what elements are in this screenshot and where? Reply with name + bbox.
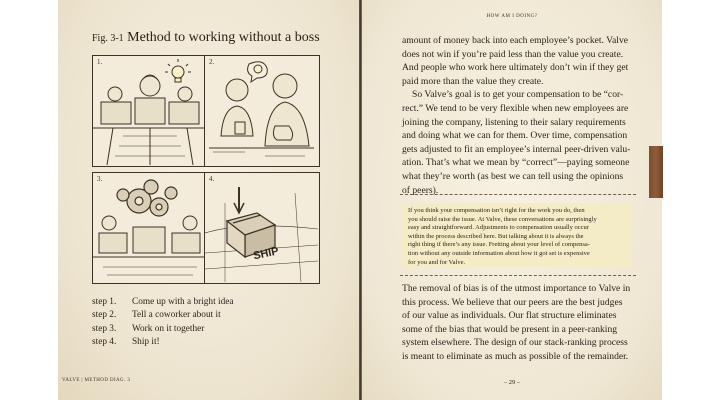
text-line: ation. That’s what we mean by “correct”—paying someone — [402, 157, 630, 169]
step-text: Ship it! — [132, 336, 160, 347]
step-text: Tell a coworker about it — [132, 310, 221, 321]
sidebar-line: easy and straightforward. Adjustments to compensation usually occur — [408, 224, 589, 232]
text-line: what they’re worth (as best we can tell using the opinions — [402, 170, 624, 182]
text-line: paid more than the value they create. — [402, 75, 544, 87]
gears-illustration — [93, 173, 206, 282]
idea-illustration — [93, 56, 206, 165]
text-line: does not win if you’re paid less than the value you create. — [402, 48, 624, 60]
text-line: is meant to eliminate as much as possible of the remainder. — [402, 350, 629, 362]
sidebar-line: you should raise the issue. At Valve, these conversations are surprisingly — [408, 215, 597, 223]
lightbulb-icon — [165, 59, 191, 82]
text-line: And people who work here ultimately don’t win if they get — [402, 62, 629, 74]
step-text: Come up with a bright idea — [132, 297, 234, 307]
panel-number: 3. — [97, 175, 103, 183]
panel-number: 2. — [209, 58, 215, 66]
figure-caption — [92, 30, 320, 46]
text-line: system elsewhere. The design of our stack-ranking process — [402, 337, 628, 349]
comic-panel-4 — [204, 172, 320, 284]
gears-icon — [117, 180, 177, 216]
running-head: HOW AM I DOING? — [486, 14, 538, 19]
text-line: The removal of bias is of the utmost importance to Valve in — [402, 283, 631, 294]
step-item — [92, 296, 233, 309]
step-item — [92, 336, 233, 349]
sidebar-line: If you think your compensation isn’t right for the work you do, then — [408, 207, 585, 214]
sidebar-line: within the process described here. But talking about it is always the — [408, 232, 584, 240]
text-line: and doing what we can for them. Over time, compensation — [402, 130, 628, 142]
text-line: So Valve’s goal is to get your compensation to be “cor- — [412, 89, 624, 101]
step-number: step 4. — [92, 336, 117, 347]
lightbulb-icon — [248, 62, 268, 82]
text-line: of our value as individuals. Our flat structure eliminates — [402, 310, 617, 322]
text-line: some of the bias that would be present in a peer-ranking — [402, 323, 618, 335]
sidebar-line: tion without any outside information about how it got set is expensive — [408, 249, 590, 257]
page-footer: VALVE | METHOD DIAG. 3 — [62, 378, 131, 383]
panel-number: 1. — [97, 58, 103, 66]
text-line: rect.” We tend to be very flexible when new employees are — [402, 102, 629, 114]
text-line: amount of money back into each employee’s pocket. Valve — [402, 35, 629, 46]
text-line: gets adjusted to fit an employee’s internal peer-driven valu- — [402, 143, 631, 155]
sidebar-callout — [400, 194, 636, 276]
sidebar-line: for you and for Valve. — [408, 258, 466, 266]
sidebar-line: right thing if there’s any issue. Fretting about your level of compensa- — [408, 241, 590, 249]
comic-panel-1 — [92, 55, 208, 167]
left-page — [58, 0, 360, 400]
text-line: this process. We believe that our peers are the best judges — [402, 296, 623, 308]
ship-label: SHIP — [252, 245, 280, 263]
comic-panel-2 — [204, 55, 320, 167]
text-line: of peers). — [402, 184, 439, 196]
body-text-bottom — [402, 282, 634, 364]
right-page — [362, 0, 662, 400]
coworker-illustration — [205, 56, 318, 165]
step-number: step 2. — [92, 310, 117, 321]
page-number: – 29 – — [503, 379, 521, 386]
comic-panel-3 — [92, 172, 208, 284]
steps-list — [92, 296, 233, 349]
ship-box-illustration — [205, 173, 318, 282]
step-text: Work on it together — [132, 323, 205, 334]
panel-number: 4. — [209, 175, 215, 183]
step-number: step 3. — [92, 323, 117, 334]
step-number: step 1. — [92, 297, 117, 307]
text-line: joining the company, listening to their salary requirements — [402, 116, 626, 128]
figure-title: Method to working without a boss — [127, 30, 320, 45]
step-item — [92, 309, 233, 322]
figure-number: Fig. 3-1 — [92, 33, 124, 44]
bookmark-tab[interactable] — [649, 146, 663, 198]
sidebar-text — [402, 203, 632, 267]
step-item — [92, 323, 233, 336]
body-text-top — [402, 34, 634, 197]
